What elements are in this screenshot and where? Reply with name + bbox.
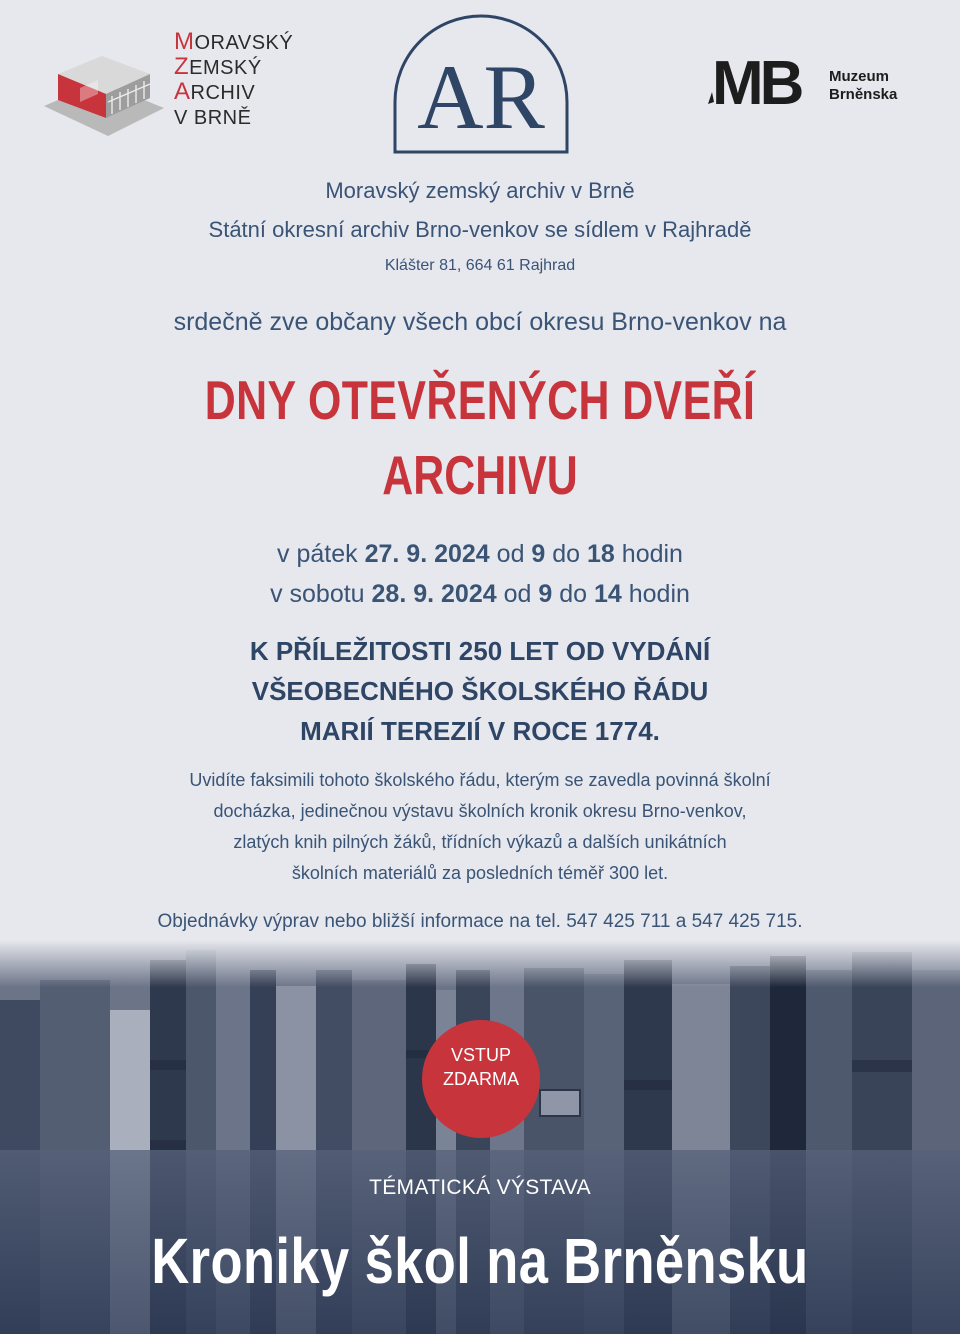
description-line: docházka, jedinečnou výstavu školních kronik okresu Brno-venkov, [213,801,747,821]
mza-line: MORAVSKÝ [174,28,294,55]
badge-line1: VSTUP [450,1045,511,1065]
ar-logo-letters: AR [417,46,545,148]
mza-line: ARCHIV [174,78,256,105]
mb-logo [706,52,926,112]
mza-line: ZEMSKÝ [174,53,262,80]
exhibition-label: TÉMATICKÁ VÝSTAVA [369,1176,591,1199]
date-line-saturday: v sobotu 28. 9. 2024 od 9 do 14 hodin [270,580,690,608]
free-entry-badge [422,1020,540,1138]
occasion-line: VŠEOBECNÉHO ŠKOLSKÉHO ŘÁDU [251,676,709,706]
mza-logo-text [174,30,293,130]
org-subname: Státní okresní archiv Brno-venkov se sídlem v Rajhradě [208,217,752,242]
exhibition-title: Kroniky škol na Brněnsku [151,1225,809,1297]
mb-logo-text [829,68,897,104]
ar-arch-logo-icon [389,10,573,156]
event-title-line2: ARCHIVU [382,444,578,506]
event-title-line1: DNY OTEVŘENÝCH DVEŘÍ [204,369,756,431]
org-name: Moravský zemský archiv v Brně [325,178,635,203]
invitation-text: srdečně zve občany všech obcí okresu Brno-venkov na [173,308,787,336]
contact-info: Objednávky výprav nebo bližší informace na tel. 547 425 711 a 547 425 715. [157,911,803,932]
mb-mark-icon [706,52,824,112]
mb-mark-text: MB [712,52,801,112]
date-line-friday: v pátek 27. 9. 2024 od 9 do 18 hodin [277,540,683,568]
ar-logo [389,10,573,156]
description-line: Uvidíte faksimili tohoto školského řádu, kterým se zavedla povinná školní [189,770,771,790]
occasion-line: K PŘÍLEŽITOSTI 250 LET OD VYDÁNÍ [249,636,711,666]
org-address: Klášter 81, 664 61 Rajhrad [384,257,576,274]
badge-line2: ZDARMA [443,1069,519,1089]
description-line: zlatých knih pilných žáků, třídních výkazů a dalších unikátních [233,832,727,852]
occasion-line: MARIÍ TEREZIÍ V ROCE 1774. [300,716,660,746]
description-line: školních materiálů za posledních téměř 300 let. [291,863,669,883]
mza-line: V BRNĚ [174,107,252,129]
archive-building-icon [40,44,168,140]
mb-line2: Brněnska [829,86,898,103]
mza-logo [40,30,310,150]
mb-line1: Muzeum [829,68,889,85]
